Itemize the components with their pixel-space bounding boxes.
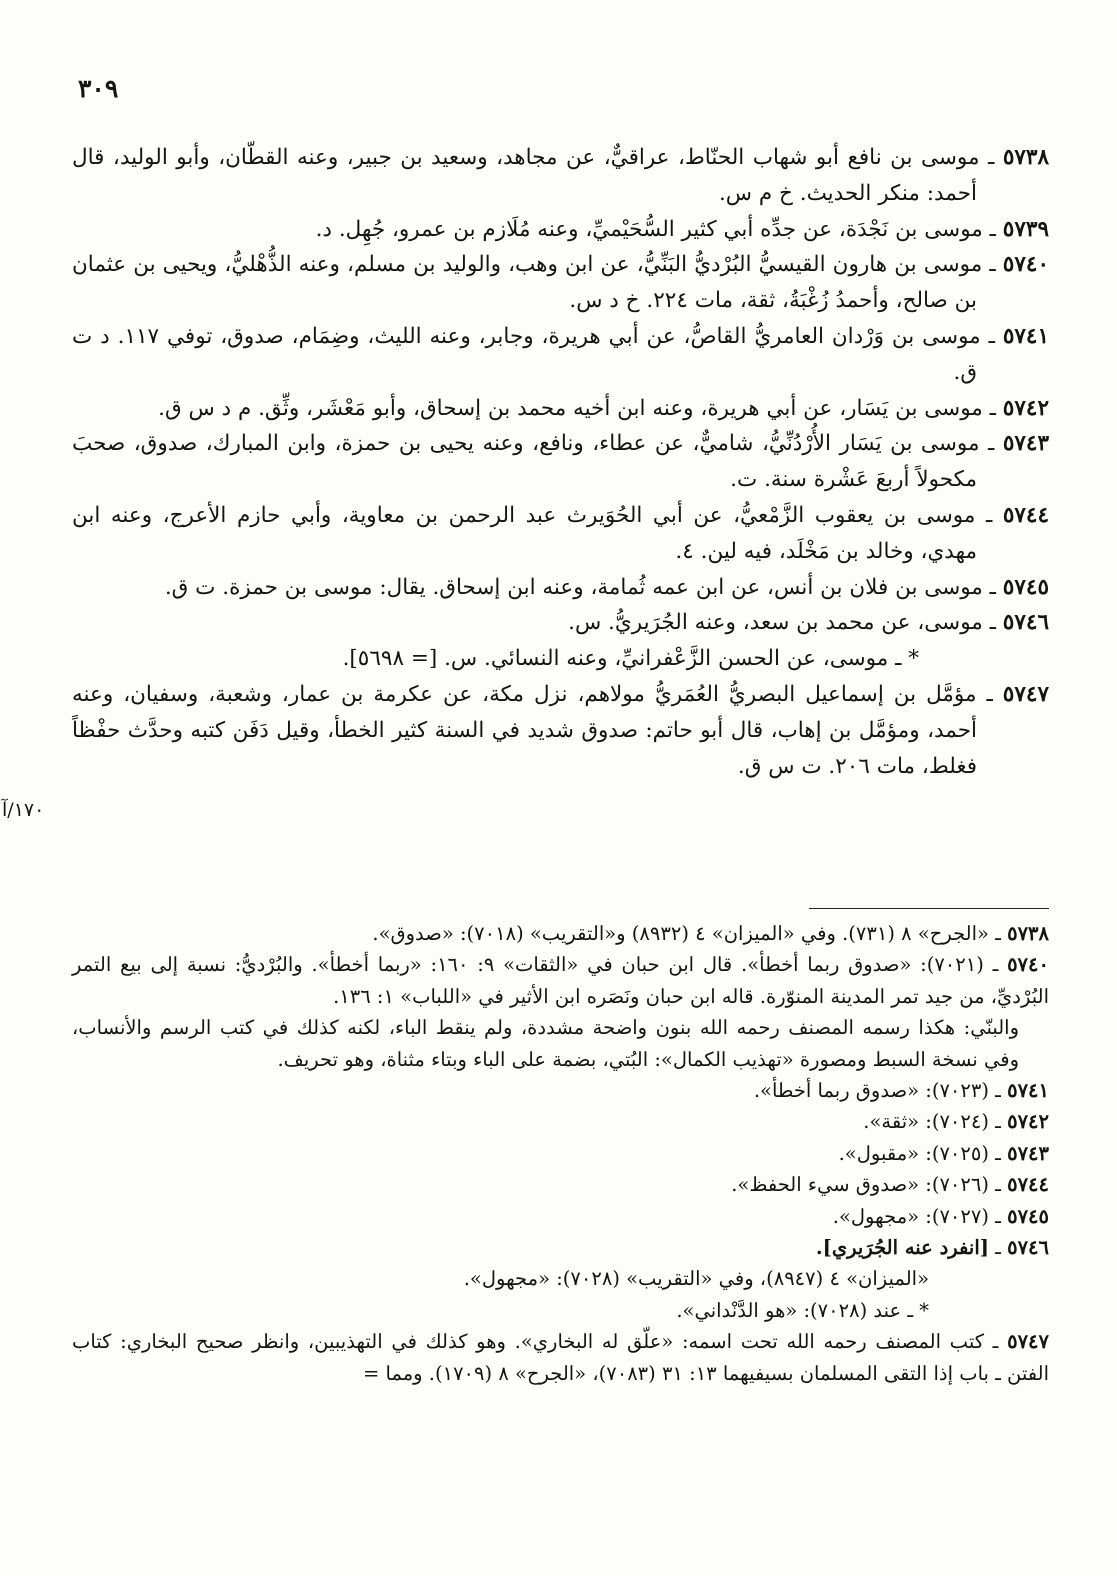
entry-text: موسى بن فلان بن أنس، عن ابن عمه ثُمامة، وعنه ابن إسحاق. يقال: موسى بن حمزة. ت ق.	[164, 574, 983, 600]
entry-5741: ٥٧٤١ ـ موسى بن وَرْدان العامريُّ القاصُّ، عن أبي هريرة، وجابر، وعنه الليث، وضِمَام، صدوق، توفي ١١٧. د ت ق.	[72, 323, 1050, 385]
entry-number: ٥٧٤٣	[1002, 431, 1050, 457]
entry-number: ٥٧٤٠	[1002, 252, 1049, 278]
note-5742: ٥٧٤٢ ـ (٧٠٢٤): «ثقة».	[863, 1110, 1049, 1134]
entry-text: موسى، عن محمد بن سعد، وعنه الجُرَيريُّ. س.	[568, 610, 983, 636]
note-5740-continuation: والبنّي: هكذا رسمه المصنف رحمه الله بنون واضحة مشددة، ولم ينقط الباء، لكنه كذلك في كتب الرسم والأنساب، وفي نسخة السبط ومصورة «تهذيب الكمال»: البُتي، بضمة على الباء وبتاء مثناة، وهو تحريف.	[72, 1016, 1019, 1071]
note-number: ٥٧٤٠	[1007, 953, 1049, 977]
note-text: (٧٠٢٦): «صدوق سيء الحفظ».	[731, 1173, 989, 1197]
entry-number: ٥٧٣٩	[1002, 216, 1049, 242]
footnote-separator	[809, 908, 1049, 909]
note-number: ٥٧٤٤	[1007, 1173, 1049, 1197]
note-text: (٧٠٢٧): «مجهول».	[832, 1204, 989, 1228]
margin-folio-mark: ١٧٠/آ	[2, 799, 45, 821]
page-number: ٣٠٩	[78, 74, 119, 103]
entry-number: ٥٧٤١	[1002, 323, 1050, 349]
entry-number: ٥٧٤٢	[1002, 395, 1049, 421]
entry-number: ٥٧٤٤	[1002, 502, 1050, 528]
entry-5738: ٥٧٣٨ ـ موسى بن نافع أبو شهاب الحنّاط، عراقيٌّ، عن مجاهد، وسعيد بن جبير، وعنه القطّان، وأبو الوليد، قال أحمد: منكر الحديث. خ م س.	[72, 145, 1050, 206]
note-text: (٧٠٢٣): «صدوق ربما أخطأ».	[753, 1079, 989, 1103]
entry-number: ٥٧٣٨	[1002, 145, 1050, 170]
entry-text: موسى بن يعقوب الزَّمْعيُّ، عن أبي الحُوَيرث عبد الرحمن بن معاوية، وأبي حازم الأعرج، وعنه ابن مهدي، وخالد بن مَخْلَد، فيه لين. ٤.	[72, 502, 977, 564]
note-5746: ٥٧٤٦ ـ [انفرد عنه الجُرَيري].	[815, 1236, 1049, 1260]
entry-number: ٥٧٤٦	[1002, 610, 1049, 636]
note-5747: ٥٧٤٧ ـ كتب المصنف رحمه الله تحت اسمه: «علّق له البخاري». وهو كذلك في التهذيبين، وانظر صحيح البخاري: كتاب الفتن ـ باب إذا التقى المسلمان بسيفيهما ١٣: ٣١ (٧٠٨٣)، «الجرح» ٨ (١٧٠٩). ومما =	[72, 1330, 1049, 1385]
note-text: (٧٠٢٥): «مقبول».	[838, 1141, 989, 1165]
note-number: ٥٧٤١	[1007, 1079, 1049, 1103]
entry-5745: ٥٧٤٥ ـ موسى بن فلان بن أنس، عن ابن عمه ثُمامة، وعنه ابن إسحاق. يقال: موسى بن حمزة. ت ق.	[164, 574, 1049, 600]
entry-text: موسى بن وَرْدان العامريُّ القاصُّ، عن أبي هريرة، وجابر، وعنه الليث، وضِمَام، صدوق، توفي ١١٧. د ت ق.	[72, 323, 981, 385]
entry-text: مؤمَّل بن إسماعيل البصريُّ العُمَريُّ مولاهم، نزل مكة، عن عكرمة بن عمار، وشعبة، وسفيان، وعنه أحمد، ومؤمَّل بن إهاب، قال أبو حاتم: صدوق شديد في السنة كثير الخطأ، وقيل دَفَن كتبه وحدَّث حفْظاً فغلط، مات ٢٠٦. ت س ق.	[72, 681, 977, 779]
note-text: (٧٠٢٤): «ثقة».	[863, 1110, 989, 1134]
note-text: (٧٠٢١): «صدوق ربما أخطأ». قال ابن حبان في «الثقات» ٩: ١٦٠: «ربما أخطأ». والبُرْديُّ: نسبة إلى بيع التمر البُرْديِّ، من جيد تمر المدينة المنوّرة. قاله ابن حبان ونَصَره ابن الأثير في «اللباب» ١: ١٣٦.	[72, 953, 1049, 1008]
entry-5744: ٥٧٤٤ ـ موسى بن يعقوب الزَّمْعيُّ، عن أبي الحُوَيرث عبد الرحمن بن معاوية، وأبي حازم الأعرج، وعنه ابن مهدي، وخالد بن مَخْلَد، فيه لين. ٤.	[72, 502, 1050, 564]
entry-text: موسى بن يَسَار الأُرْدُنِّيُّ، شاميٌّ، عن عطاء، ونافع، وعنه يحيى بن حمزة، وابن المبارك، صدوق، صحبَ مكحولاً أربعَ عَشْرة سنة. ت.	[72, 431, 980, 493]
entry-text: موسى بن يَسَار، عن أبي هريرة، وعنه ابن أخيه محمد بن إسحاق، وأبو مَعْشَر، وثِّق. م د س ق.	[158, 395, 983, 421]
note-5738: ٥٧٣٨ ـ «الجرح» ٨ (٧٣١). وفي «الميزان» ٤ (٨٩٣٢) و«التقريب» (٧٠١٨): «صدوق».	[372, 922, 1049, 945]
note-number: ٥٧٣٨	[1007, 922, 1049, 945]
entry-5747: ٥٧٤٧ ـ مؤمَّل بن إسماعيل البصريُّ العُمَريُّ مولاهم، نزل مكة، عن عكرمة بن عمار، وشعبة، وسفيان، وعنه أحمد، ومؤمَّل بن إهاب، قال أبو حاتم: صدوق شديد في السنة كثير الخطأ، وقيل دَفَن كتبه وحدَّث حفْظاً فغلط، مات ٢٠٦. ت س ق.	[72, 681, 1049, 779]
entry-text: موسى بن نَجْدَة، عن جدِّه أبي كثير السُّحَيْميِّ، وعنه مُلَازم بن عمرو، جُهِل. د.	[315, 216, 983, 242]
note-number: ٥٧٤٦	[1007, 1236, 1049, 1260]
entry-number: ٥٧٤٧	[1002, 681, 1049, 707]
note-5746-continuation: «الميزان» ٤ (٨٩٤٧)، وفي «التقريب» (٧٠٢٨): «مجهول».	[463, 1267, 929, 1291]
entry-5739: ٥٧٣٩ ـ موسى بن نَجْدَة، عن جدِّه أبي كثير السُّحَيْميِّ، وعنه مُلَازم بن عمرو، جُهِل. د.	[315, 216, 1049, 242]
entry-number: ٥٧٤٥	[1002, 574, 1049, 600]
note-5740: ٥٧٤٠ ـ (٧٠٢١): «صدوق ربما أخطأ». قال ابن حبان في «الثقات» ٩: ١٦٠: «ربما أخطأ». والبُرْديُّ: نسبة إلى بيع التمر البُرْديِّ، من جيد تمر المدينة المنوّرة. قاله ابن حبان ونَصَره ابن الأثير في «اللباب» ١: ١٣٦.	[72, 953, 1049, 1008]
note-asterisk: * ـ عند (٧٠٢٨): «هو الدَّنْداني».	[676, 1298, 929, 1322]
note-number: ٥٧٤٢	[1007, 1110, 1049, 1134]
note-text: [انفرد عنه الجُرَيري].	[815, 1236, 989, 1260]
entry-text: موسى بن نافع أبو شهاب الحنّاط، عراقيٌّ، عن مجاهد، وسعيد بن جبير، وعنه القطّان، وأبو الوليد، قال أحمد: منكر الحديث. خ م س.	[72, 145, 980, 206]
entry-5742: ٥٧٤٢ ـ موسى بن يَسَار، عن أبي هريرة، وعنه ابن أخيه محمد بن إسحاق، وأبو مَعْشَر، وثِّق. م د س ق.	[158, 395, 1049, 421]
note-number: ٥٧٤٧	[1007, 1330, 1049, 1354]
note-number: ٥٧٤٥	[1007, 1204, 1049, 1228]
footnotes	[72, 918, 1049, 1389]
entry-5743: ٥٧٤٣ ـ موسى بن يَسَار الأُرْدُنِّيُّ، شاميٌّ، عن عطاء، ونافع، وعنه يحيى بن حمزة، وابن المبارك، صدوق، صحبَ مكحولاً أربعَ عَشْرة سنة. ت.	[72, 431, 1050, 493]
entry-5740: ٥٧٤٠ ـ موسى بن هارون القيسيُّ البُرْديُّ البَنِّيُّ، عن ابن وهب، والوليد بن مسلم، وعنه الذُّهْليُّ، ويحيى بن عثمان بن صالح، وأحمدُ زُغْبَةُ، ثقة، مات ٢٢٤. خ د س.	[72, 252, 1049, 314]
note-text: كتب المصنف رحمه الله تحت اسمه: «علّق له البخاري». وهو كذلك في التهذيبين، وانظر صحيح البخاري: كتاب الفتن ـ باب إذا التقى المسلمان بسيفيهما ١٣: ٣١ (٧٠٨٣)، «الجرح» ٨ (١٧٠٩). ومما =	[72, 1330, 1049, 1385]
note-number: ٥٧٤٣	[1007, 1141, 1049, 1165]
note-5743: ٥٧٤٣ ـ (٧٠٢٥): «مقبول».	[838, 1141, 1049, 1165]
note-5744: ٥٧٤٤ ـ (٧٠٢٦): «صدوق سيء الحفظ».	[731, 1173, 1049, 1197]
note-5745: ٥٧٤٥ ـ (٧٠٢٧): «مجهول».	[832, 1204, 1049, 1228]
entry-text: موسى بن هارون القيسيُّ البُرْديُّ البَنِّيُّ، عن ابن وهب، والوليد بن مسلم، وعنه الذُّهْليُّ، ويحيى بن عثمان بن صالح، وأحمدُ زُغْبَةُ، ثقة، مات ٢٢٤. خ د س.	[72, 252, 983, 314]
note-5741: ٥٧٤١ ـ (٧٠٢٣): «صدوق ربما أخطأ».	[753, 1079, 1049, 1103]
main-text	[72, 140, 1049, 784]
asterisk-entry: * ـ موسى، عن الحسن الزَّعْفرانيِّ، وعنه النسائي. س. [= ٥٦٩٨].	[342, 646, 919, 672]
note-text: «الجرح» ٨ (٧٣١). وفي «الميزان» ٤ (٨٩٣٢) و«التقريب» (٧٠١٨): «صدوق».	[372, 922, 989, 945]
entry-5746: ٥٧٤٦ ـ موسى، عن محمد بن سعد، وعنه الجُرَيريُّ. س.	[568, 610, 1049, 636]
